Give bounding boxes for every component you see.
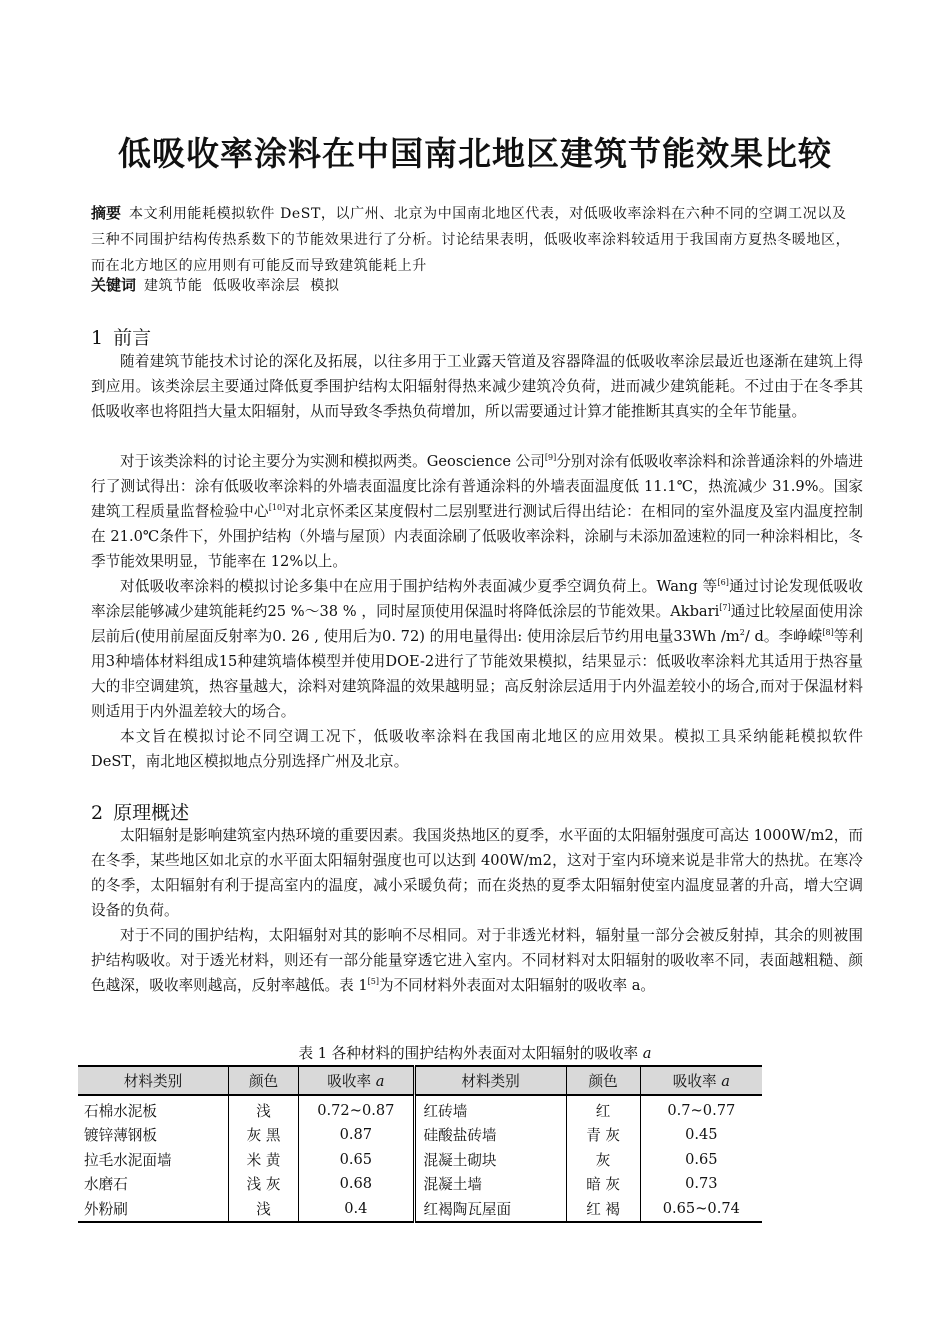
paper-title: 低吸收率涂料在中国南北地区建筑节能效果比较 [118,134,832,173]
cell-color: 灰 [566,1147,640,1172]
text-span: 通过比较屋面使用涂层前后(使用前屋面反射率为0. 26 , 使用后为0. 72) 的用电量得出: 使用涂层后节约用电量33Wh /m [91,603,863,645]
table-body [78,1095,762,1222]
cell-material: 红砖墙 [414,1095,566,1123]
header-text: 吸收率 [672,1073,717,1090]
abstract [91,200,861,279]
section-2-heading [91,798,189,825]
cell-color: 红 褐 [566,1196,640,1222]
cell-color: 青 灰 [566,1123,640,1148]
header-absorptivity-2 [640,1066,762,1095]
text-span: 对低吸收率涂料的模拟讨论多集中在应用于围护结构外表面减少夏季空调负荷上。Wang 等 [120,578,718,595]
cell-absorptivity: 0.45 [640,1123,762,1148]
section-2-paragraph-1: 太阳辐射是影响建筑室内热环境的重要因素。我国炎热地区的夏季，水平面的太阳辐射强度可高达 1000W/m2，而在冬季，某些地区如北京的水平面太阳辐射强度也可以达到 400W/m2，这对于室内环境来说是非常大的热扰。在寒冷的冬季，太阳辐射有利于提高室内的温度，减小采暖负荷；而在炎热的夏季太阳辐射使室内温度显著的升高，增大空调设备的负荷。 [91,827,863,919]
header-variable: a [721,1073,730,1090]
citation-10: [10] [268,503,286,512]
cell-color: 浅 [228,1196,298,1222]
cell-color: 浅 [228,1095,298,1123]
superscript-2: 2 [739,628,745,637]
cell-absorptivity: 0.65~0.74 [640,1196,762,1222]
table-caption-variable: a [642,1045,652,1062]
text-span: 对于该类涂料的讨论主要分为实测和模拟两类。Geoscience 公司 [120,453,545,470]
abstract-text: 本文利用能耗模拟软件 DeST，以广州、北京为中国南北地区代表，对低吸收率涂料在六种不同的空调工况以及三种不同围护结构传热系数下的节能效果进行了分析。讨论结果表明，低吸收率涂料较适用于我国南方夏热冬暖地区，而在北方地区的应用则有可能反而导致建筑能耗上升 [91,206,851,274]
section-2-number: 2 [91,802,104,824]
abstract-label: 摘要 [91,204,122,222]
table-row [78,1147,762,1172]
citation-7: [7] [719,603,731,612]
cell-material: 石棉水泥板 [84,1102,157,1120]
header-color-2: 颜色 [566,1066,640,1095]
header-material-2: 材料类别 [414,1066,566,1095]
cell-absorptivity: 0.4 [299,1196,414,1222]
table-row [78,1196,762,1222]
section-1-paragraph-1: 随着建筑节能技术讨论的深化及拓展，以往多用于工业露天管道及容器降温的低吸收率涂层最近也逐渐在建筑上得到应用。该类涂层主要通过降低夏季围护结构太阳辐射得热来减少建筑冷负荷，进而减少建筑能耗。不过由于在冬季其低吸收率也将阻挡大量太阳辐射，从而导致冬季热负荷增加，所以需要通过计算才能推断其真实的全年节能量。 [91,353,863,420]
citation-5: [5] [367,977,379,986]
table-caption [0,1042,950,1063]
section-1-paragraph-3 [91,574,863,724]
header-text: 吸收率 [327,1073,372,1090]
text-span: 等利用3种墙体材料组成15种建筑墙体模型并使用DOE-2进行了节能效果模拟，结果显示：低吸收率涂料尤其适用于热容量大的非空调建筑，热容量越大，涂料对建筑降温的效果越明显；高反射涂层适用于内外温差较小的场合,而对于保温材料则适用于内外温差较大的场合。 [91,628,863,720]
keywords-text: 建筑节能 低吸收率涂层 模拟 [144,278,340,294]
cell-material: 拉毛水泥面墙 [84,1151,172,1169]
text-span: / d。李峥嵘 [744,628,823,645]
cell-absorptivity: 0.68 [299,1172,414,1197]
absorptivity-table [78,1065,762,1223]
cell-absorptivity: 0.73 [640,1172,762,1197]
section-1-paragraph-2 [91,449,863,574]
cell-absorptivity: 0.7~0.77 [640,1095,762,1123]
cell-material: 外粉刷 [78,1196,228,1222]
citation-8: [8] [822,628,834,637]
section-1-number: 1 [91,327,104,349]
cell-color: 浅 灰 [228,1172,298,1197]
section-1-title: 前言 [113,327,152,349]
cell-material: 镀锌薄钢板 [84,1127,157,1145]
cell-color: 米 黄 [228,1147,298,1172]
table-header-row [78,1066,762,1095]
cell-absorptivity: 0.65 [299,1147,414,1172]
header-material-1: 材料类别 [78,1066,228,1095]
text-span: 为不同材料外表面对太阳辐射的吸收率 a。 [378,977,655,994]
section-1-paragraph-4: 本文旨在模拟讨论不同空调工况下，低吸收率涂料在我国南北地区的应用效果。模拟工具采纳能耗模拟软件 DeST，南北地区模拟地点分别选择广州及北京。 [91,728,863,770]
cell-absorptivity: 0.65 [640,1147,762,1172]
cell-material: 水磨石 [84,1176,128,1194]
table-row [78,1172,762,1197]
keywords [91,272,861,299]
section-2-paragraph-2 [91,923,863,998]
cell-material: 混凝土砌块 [414,1147,566,1172]
section-2-title: 原理概述 [113,802,190,824]
header-variable: a [375,1073,385,1090]
cell-material: 混凝土墙 [414,1172,566,1197]
cell-material: 硅酸盐砖墙 [414,1123,566,1148]
table-caption-text: 表 1 各种材料的围护结构外表面对太阳辐射的吸收率 [298,1045,639,1062]
cell-color: 暗 灰 [566,1172,640,1197]
cell-absorptivity: 0.87 [299,1123,414,1148]
cell-material: 红褐陶瓦屋面 [414,1196,566,1222]
cell-color: 灰 黑 [228,1123,298,1148]
header-absorptivity-1 [299,1066,414,1095]
keywords-label: 关键词 [91,276,137,294]
citation-9: [9] [544,453,557,462]
text-span: 对北京怀柔区某度假村二层别墅进行测试后得出结论：在相同的室外温度及室内温度控制在 21.0℃条件下，外围护结构（外墙与屋顶）内表面涂刷了低吸收率涂料，涂刷与未添加盈速粒的同一种涂料相比，冬季节能效果明显，节能率在 12%以上。 [91,503,863,570]
cell-color: 红 [566,1095,640,1123]
cell-absorptivity: 0.72~0.87 [299,1095,414,1123]
table-row [78,1123,762,1148]
text-span: 通过讨论发现低吸收率涂层能够减少建筑能耗约25 %～38 % ，同时屋顶使用保温时将降低涂层的节能效果。Akbari [91,578,863,620]
citation-6: [6] [717,578,729,587]
table-row [78,1095,762,1123]
section-1-heading [91,323,151,350]
text-span: 分别对涂有低吸收率涂料和涂普通涂料的外墙进行了测试得出：涂有低吸收率涂料的外墙表面温度比涂有普通涂料的外墙表面温度低 11.1℃，热流减少 31.9%。国家建筑工程质量监督检验中心 [91,453,863,520]
header-color-1: 颜色 [228,1066,298,1095]
text-span: 对于不同的围护结构，太阳辐射对其的影响不尽相同。对于非透光材料，辐射量一部分会被反射掉，其余的则被围护结构吸收。对于透光材料，则还有一部分能量穿透它进入室内。不同材料对太阳辐射的吸收率不同，表面越粗糙、颜色越深，吸收率则越高，反射率越低。表 1 [91,927,863,994]
